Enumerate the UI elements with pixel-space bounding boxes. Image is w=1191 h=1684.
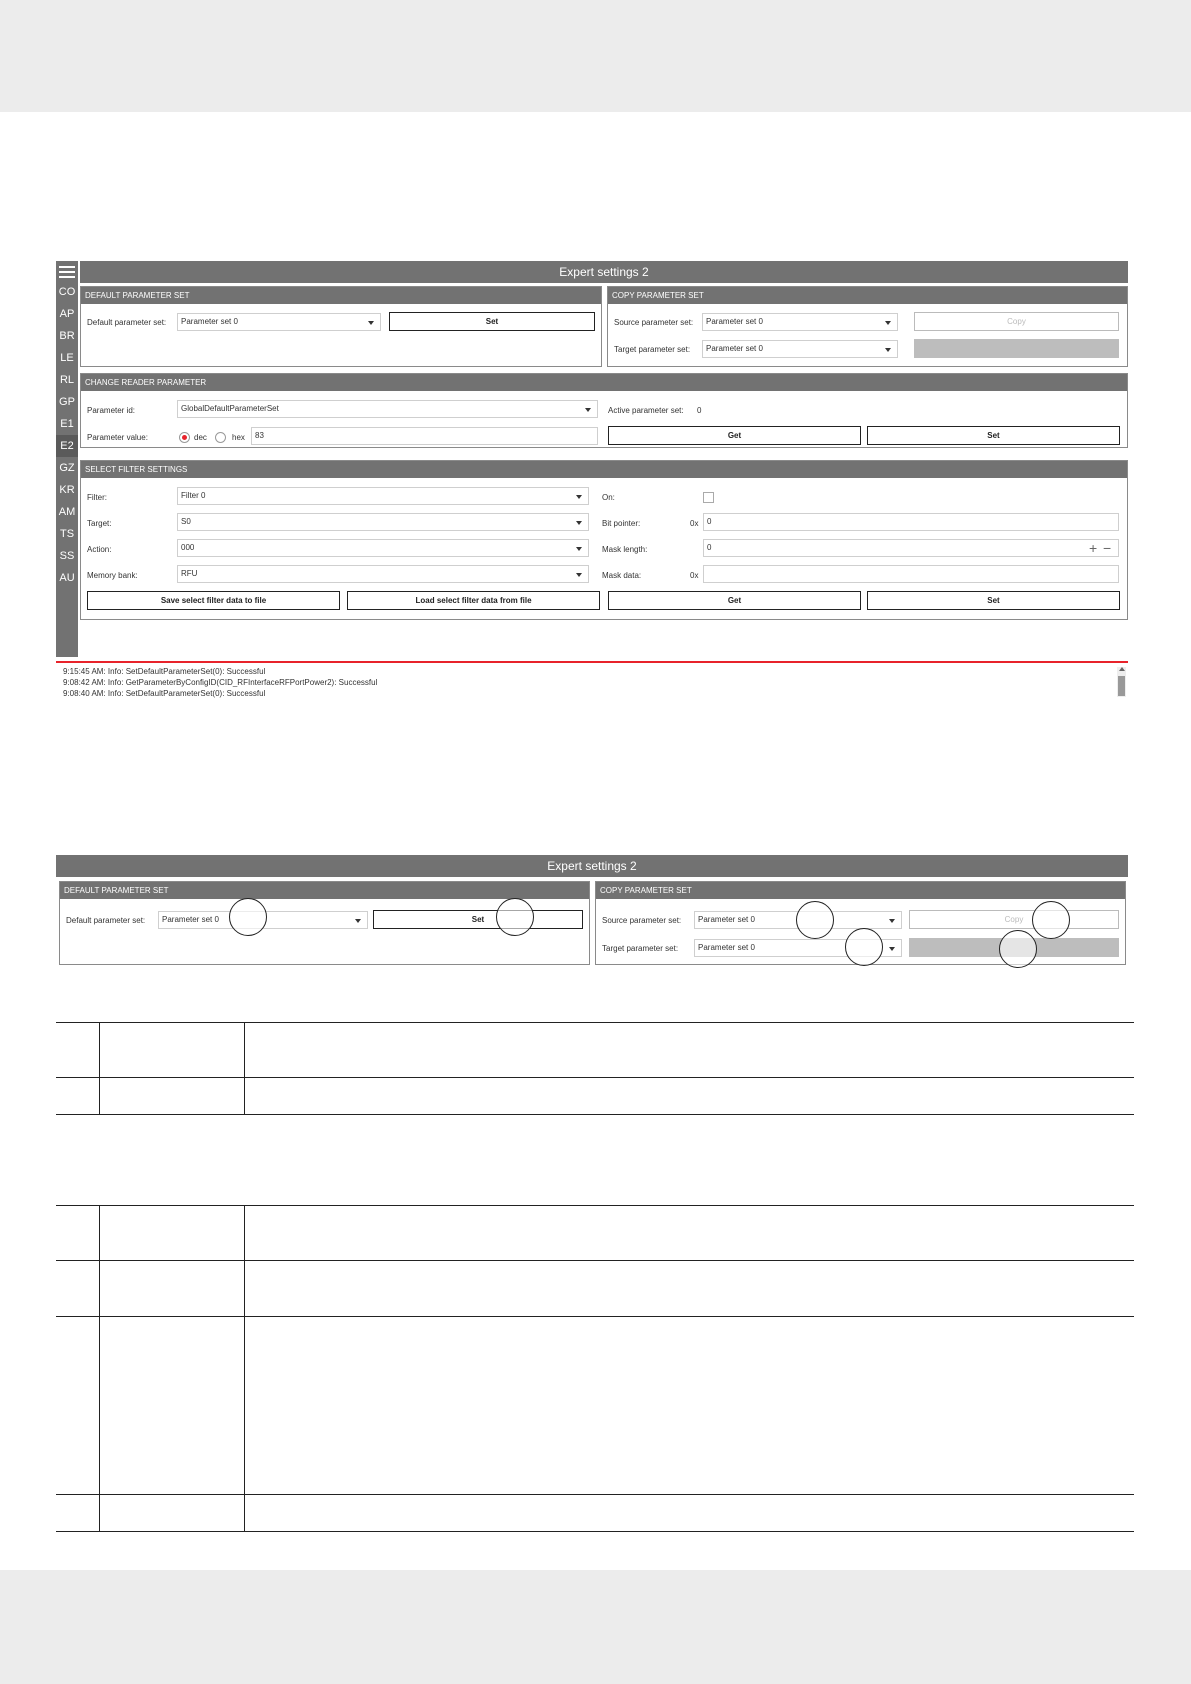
table-column-divider [244, 1205, 245, 1531]
mask-length-value: 0 [707, 543, 712, 552]
minus-icon[interactable]: − [1103, 540, 1112, 556]
nav-item-e1[interactable]: E1 [60, 418, 74, 430]
default-set-button[interactable]: Set [389, 312, 595, 331]
dropdown-value: GlobalDefaultParameterSet [181, 404, 279, 413]
log-line: 9:08:42 AM: Info: GetParameterByConfigID(CID_RFInterfaceRFPortPower2): Successful [63, 678, 378, 687]
copy-progress-bar [914, 339, 1119, 358]
dec-label: dec [194, 433, 207, 442]
table-rule [56, 1114, 1134, 1115]
parameter-value-label: Parameter value: [87, 433, 148, 442]
source-parameter-set-dropdown[interactable] [702, 313, 898, 331]
action-dropdown[interactable] [177, 539, 589, 557]
callout-circle [1032, 901, 1070, 939]
dropdown-value: Parameter set 0 [706, 344, 763, 353]
on-label: On: [602, 493, 615, 502]
table-rule [56, 1494, 1134, 1495]
parameter-id-label: Parameter id: [87, 406, 136, 415]
action-label: Action: [87, 545, 112, 554]
dropdown-value: 000 [181, 543, 195, 552]
nav-item-gp[interactable]: GP [59, 396, 75, 408]
bottom-page-band [0, 1570, 1191, 1684]
table-rule [56, 1077, 1134, 1078]
scroll-thumb[interactable] [1118, 676, 1125, 696]
active-parameter-set-label: Active parameter set: [608, 406, 684, 415]
default-parameter-set-label: Default parameter set: [66, 916, 146, 925]
nav-item-au[interactable]: AU [59, 572, 75, 584]
table-column-divider [99, 1022, 100, 1114]
copy-button[interactable]: Copy [909, 910, 1119, 929]
hamburger-menu-icon[interactable] [59, 266, 75, 278]
chevron-down-icon [576, 521, 582, 525]
parameter-value-input[interactable]: 83 [251, 427, 598, 445]
nav-item-br[interactable]: BR [59, 330, 75, 342]
dec-radio[interactable] [179, 432, 190, 443]
section-heading: COPY PARAMETER SET [596, 882, 1125, 899]
target-parameter-set-label: Target parameter set: [602, 944, 679, 953]
mask-data-input[interactable] [703, 565, 1119, 583]
scroll-up-icon[interactable] [1119, 667, 1125, 671]
dropdown-value: Filter 0 [181, 491, 206, 500]
callout-circle [496, 898, 534, 936]
parameter-set-button[interactable]: Set [867, 426, 1120, 445]
memory-bank-dropdown[interactable] [177, 565, 589, 583]
parameter-get-button[interactable]: Get [608, 426, 861, 445]
sidebar [56, 261, 78, 657]
memory-bank-label: Memory bank: [87, 571, 138, 580]
chevron-down-icon [585, 408, 591, 412]
chevron-down-icon [576, 573, 582, 577]
chevron-down-icon [368, 321, 374, 325]
table-rule [56, 1022, 1134, 1023]
table-rule [56, 1260, 1134, 1261]
on-checkbox[interactable] [703, 492, 714, 503]
default-parameter-set-label: Default parameter set: [87, 318, 167, 327]
nav-item-co[interactable]: CO [58, 286, 76, 298]
nav-item-ss[interactable]: SS [59, 550, 75, 562]
dropdown-value: S0 [181, 517, 191, 526]
callout-circle [845, 928, 883, 966]
mask-length-input[interactable] [703, 539, 1119, 557]
nav-item-ts[interactable]: TS [59, 528, 75, 540]
target-label: Target: [87, 519, 112, 528]
load-filter-button[interactable]: Load select filter data from file [347, 591, 600, 610]
callout-circle [229, 898, 267, 936]
dropdown-value: Parameter set 0 [181, 317, 238, 326]
dropdown-value: Parameter set 0 [698, 915, 755, 924]
callout-circle [796, 901, 834, 939]
copy-button[interactable]: Copy [914, 312, 1119, 331]
table-column-divider [244, 1022, 245, 1114]
section-heading: DEFAULT PARAMETER SET [60, 882, 589, 899]
table-rule [56, 1205, 1134, 1206]
nav-item-rl[interactable]: RL [59, 374, 75, 386]
change-reader-parameter-section [80, 373, 1128, 448]
active-parameter-set-value: 0 [697, 406, 702, 415]
chevron-down-icon [576, 547, 582, 551]
save-filter-button[interactable]: Save select filter data to file [87, 591, 340, 610]
expert-settings-screenshot [56, 261, 1128, 699]
dropdown-value: RFU [181, 569, 198, 578]
hex-label: hex [232, 433, 245, 442]
dropdown-value: Parameter set 0 [162, 915, 219, 924]
target-dropdown[interactable] [177, 513, 589, 531]
parameter-id-dropdown[interactable] [177, 400, 598, 418]
table-rule [56, 1316, 1134, 1317]
section-heading: COPY PARAMETER SET [608, 287, 1127, 304]
nav-item-am[interactable]: AM [58, 506, 76, 518]
copy-parameter-set-section [607, 286, 1128, 367]
log-scrollbar[interactable] [1117, 667, 1126, 697]
mask-length-label: Mask length: [602, 545, 648, 554]
chevron-down-icon [889, 947, 895, 951]
log-panel [56, 661, 1128, 699]
bit-pointer-label: Bit pointer: [602, 519, 641, 528]
default-set-button[interactable]: Set [373, 910, 583, 929]
log-line: 9:15:45 AM: Info: SetDefaultParameterSet(0): Successful [63, 667, 266, 676]
window-title: Expert settings 2 [56, 855, 1128, 877]
chevron-down-icon [885, 348, 891, 352]
default-parameter-set-section [80, 286, 602, 367]
filter-label: Filter: [87, 493, 107, 502]
table-column-divider [99, 1205, 100, 1531]
top-page-band [0, 0, 1191, 112]
window-title: Expert settings 2 [80, 261, 1128, 283]
chevron-down-icon [885, 321, 891, 325]
filter-dropdown[interactable] [177, 487, 589, 505]
nav-item-kr[interactable]: KR [59, 484, 75, 496]
section-heading: SELECT FILTER SETTINGS [81, 461, 1127, 478]
hex-radio[interactable] [215, 432, 226, 443]
chevron-down-icon [355, 919, 361, 923]
bit-pointer-prefix: 0x [690, 519, 699, 528]
callout-circle [999, 930, 1037, 968]
default-parameter-set-dropdown[interactable] [177, 313, 381, 331]
section-heading: DEFAULT PARAMETER SET [81, 287, 601, 304]
nav-item-le[interactable]: LE [60, 352, 74, 364]
select-filter-settings-section [80, 460, 1128, 620]
filter-get-button[interactable]: Get [608, 591, 861, 610]
expert-settings-detail-screenshot [56, 855, 1128, 965]
nav-item-ap[interactable]: AP [59, 308, 75, 320]
nav-item-gz[interactable]: GZ [59, 462, 75, 474]
target-parameter-set-label: Target parameter set: [614, 345, 691, 354]
source-parameter-set-label: Source parameter set: [602, 916, 682, 925]
mask-data-label: Mask data: [602, 571, 642, 580]
mask-data-prefix: 0x [690, 571, 699, 580]
dropdown-value: Parameter set 0 [706, 317, 763, 326]
bit-pointer-input[interactable]: 0 [703, 513, 1119, 531]
chevron-down-icon [889, 919, 895, 923]
filter-set-button[interactable]: Set [867, 591, 1120, 610]
log-line: 9:08:40 AM: Info: SetDefaultParameterSet(0): Successful [63, 689, 266, 698]
plus-icon[interactable]: + [1089, 540, 1098, 556]
table-rule [56, 1531, 1134, 1532]
nav-item-e2[interactable]: E2 [56, 435, 78, 457]
dropdown-value: Parameter set 0 [698, 943, 755, 952]
section-heading: CHANGE READER PARAMETER [81, 374, 1127, 391]
chevron-down-icon [576, 495, 582, 499]
source-parameter-set-label: Source parameter set: [614, 318, 694, 327]
target-parameter-set-dropdown[interactable] [702, 340, 898, 358]
